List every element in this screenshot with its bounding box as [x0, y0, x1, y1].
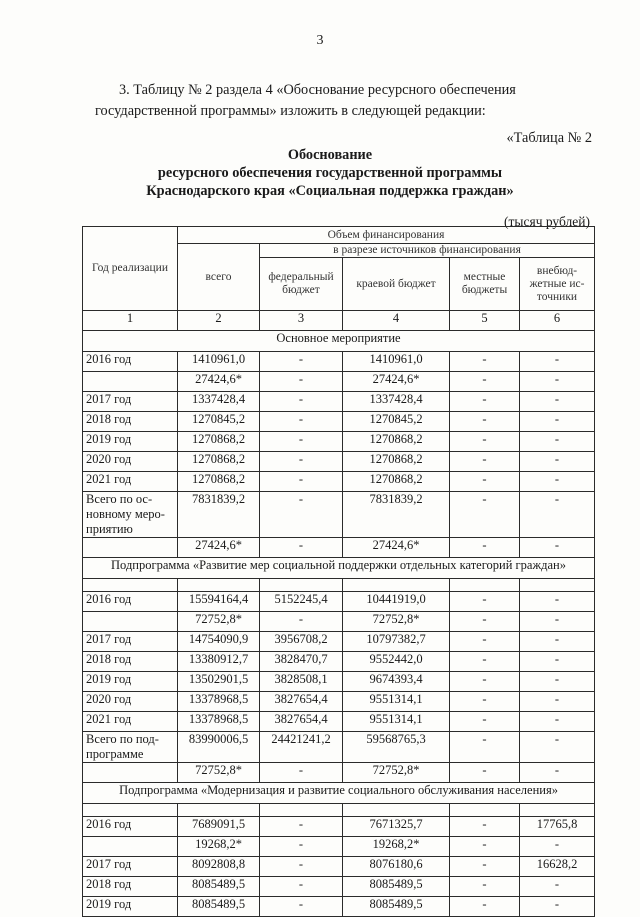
total-value: 27424,6*: [178, 538, 260, 558]
section-title-row: [83, 331, 595, 352]
federal-value: -: [260, 877, 343, 897]
row-label: 2019 год: [83, 672, 178, 692]
spacer-cell: [343, 579, 450, 592]
regional-value: 19268,2*: [343, 837, 450, 857]
header-extra: внебюд-жетные ис-точники: [520, 258, 595, 311]
table-label: «Таблица № 2: [506, 130, 592, 146]
table-row: [83, 452, 595, 472]
header-total: всего: [178, 244, 260, 311]
table-row: [83, 732, 595, 763]
total-value: 1270868,2: [178, 472, 260, 492]
table-row: [83, 857, 595, 877]
federal-value: 3956708,2: [260, 632, 343, 652]
local-value: -: [450, 732, 520, 763]
extra-value: -: [520, 472, 595, 492]
table-row: [83, 352, 595, 372]
section-title: Подпрограмма «Развитие мер социальной поддержки отдельных категорий граждан»: [83, 558, 595, 579]
local-value: -: [450, 857, 520, 877]
extra-value: -: [520, 352, 595, 372]
row-label: 2020 год: [83, 452, 178, 472]
regional-value: 9552442,0: [343, 652, 450, 672]
header-volume: Объем финансирования: [178, 227, 595, 244]
federal-value: 3828470,7: [260, 652, 343, 672]
regional-value: 1270868,2: [343, 472, 450, 492]
section-title: Основное мероприятие: [83, 331, 595, 352]
local-value: -: [450, 632, 520, 652]
federal-value: -: [260, 492, 343, 538]
row-label: [83, 372, 178, 392]
local-value: -: [450, 817, 520, 837]
local-value: -: [450, 538, 520, 558]
local-value: -: [450, 763, 520, 783]
local-value: -: [450, 837, 520, 857]
regional-value: 1270845,2: [343, 412, 450, 432]
spacer-cell: [260, 804, 343, 817]
local-value: -: [450, 392, 520, 412]
regional-value: 10797382,7: [343, 632, 450, 652]
spacer-cell: [343, 804, 450, 817]
local-value: -: [450, 897, 520, 917]
row-label: Всего по под-программе: [83, 732, 178, 763]
heading-line-1: Обоснование: [287, 147, 373, 163]
extra-value: -: [520, 897, 595, 917]
regional-value: 9674393,4: [343, 672, 450, 692]
table-row: [83, 612, 595, 632]
federal-value: -: [260, 538, 343, 558]
spacer-row: [83, 579, 595, 592]
federal-value: 3827654,4: [260, 712, 343, 732]
extra-value: -: [520, 592, 595, 612]
regional-value: 27424,6*: [343, 372, 450, 392]
row-label: 2017 год: [83, 632, 178, 652]
local-value: -: [450, 672, 520, 692]
table-row: [83, 652, 595, 672]
total-value: 8085489,5: [178, 897, 260, 917]
regional-value: 1410961,0: [343, 352, 450, 372]
col-number: 1: [83, 311, 178, 331]
local-value: -: [450, 432, 520, 452]
total-value: 13502901,5: [178, 672, 260, 692]
row-label: 2017 год: [83, 392, 178, 412]
regional-value: 8085489,5: [343, 877, 450, 897]
extra-value: -: [520, 732, 595, 763]
federal-value: -: [260, 897, 343, 917]
table-row: [83, 472, 595, 492]
federal-value: -: [260, 612, 343, 632]
spacer-cell: [83, 804, 178, 817]
federal-value: -: [260, 837, 343, 857]
col-number: 4: [343, 311, 450, 331]
table-row: [83, 897, 595, 917]
total-value: 13378968,5: [178, 692, 260, 712]
heading-line-2: ресурсного обеспечения государственной программы: [157, 165, 503, 181]
regional-value: 7831839,2: [343, 492, 450, 538]
total-value: 1270845,2: [178, 412, 260, 432]
extra-value: -: [520, 492, 595, 538]
regional-value: 27424,6*: [343, 538, 450, 558]
total-value: 1270868,2: [178, 432, 260, 452]
row-label: 2018 год: [83, 877, 178, 897]
spacer-cell: [178, 804, 260, 817]
extra-value: -: [520, 412, 595, 432]
regional-value: 9551314,1: [343, 692, 450, 712]
federal-value: -: [260, 857, 343, 877]
page-number: 3: [316, 33, 324, 48]
regional-value: 7671325,7: [343, 817, 450, 837]
federal-value: -: [260, 817, 343, 837]
extra-value: -: [520, 392, 595, 412]
table-row: [83, 672, 595, 692]
total-value: 1337428,4: [178, 392, 260, 412]
row-label: Всего по ос-новному меро-приятию: [83, 492, 178, 538]
extra-value: -: [520, 372, 595, 392]
regional-value: 1337428,4: [343, 392, 450, 412]
regional-value: 10441919,0: [343, 592, 450, 612]
regional-value: 59568765,3: [343, 732, 450, 763]
col-number: 3: [260, 311, 343, 331]
row-label: 2021 год: [83, 712, 178, 732]
row-label: 2016 год: [83, 592, 178, 612]
column-number-row: [83, 311, 595, 331]
federal-value: 3827654,4: [260, 692, 343, 712]
table-row: [83, 372, 595, 392]
extra-value: -: [520, 692, 595, 712]
regional-value: 72752,8*: [343, 763, 450, 783]
local-value: -: [450, 612, 520, 632]
total-value: 8085489,5: [178, 877, 260, 897]
row-label: 2018 год: [83, 412, 178, 432]
spacer-cell: [260, 579, 343, 592]
table-row: [83, 538, 595, 558]
col-number: 6: [520, 311, 595, 331]
local-value: -: [450, 712, 520, 732]
col-number: 5: [450, 311, 520, 331]
units-note: (тысяч рублей): [504, 214, 590, 229]
section-title: Подпрограмма «Модернизация и развитие социального обслуживания населения»: [83, 783, 595, 804]
local-value: -: [450, 692, 520, 712]
total-value: 7689091,5: [178, 817, 260, 837]
local-value: -: [450, 452, 520, 472]
extra-value: -: [520, 672, 595, 692]
total-value: 27424,6*: [178, 372, 260, 392]
local-value: -: [450, 472, 520, 492]
header-local: местные бюджеты: [450, 258, 520, 311]
table-heading: [0, 146, 640, 200]
intro-paragraph: 3. Таблицу № 2 раздела 4 «Обоснование ресурсного обеспечения государственной программы» изложить в следующей редакции:: [95, 82, 516, 119]
total-value: 1270868,2: [178, 452, 260, 472]
table-row: [83, 392, 595, 412]
local-value: -: [450, 592, 520, 612]
federal-value: -: [260, 392, 343, 412]
total-value: 15594164,4: [178, 592, 260, 612]
extra-value: 17765,8: [520, 817, 595, 837]
extra-value: 16628,2: [520, 857, 595, 877]
total-value: 72752,8*: [178, 763, 260, 783]
table-row: [83, 492, 595, 538]
spacer-cell: [520, 804, 595, 817]
spacer-row: [83, 804, 595, 817]
local-value: -: [450, 352, 520, 372]
extra-value: -: [520, 763, 595, 783]
extra-value: -: [520, 612, 595, 632]
table-row: [83, 712, 595, 732]
table-row: [83, 632, 595, 652]
local-value: -: [450, 492, 520, 538]
row-label: [83, 837, 178, 857]
total-value: 83990006,5: [178, 732, 260, 763]
extra-value: -: [520, 452, 595, 472]
local-value: -: [450, 412, 520, 432]
local-value: -: [450, 652, 520, 672]
federal-value: 24421241,2: [260, 732, 343, 763]
spacer-cell: [83, 579, 178, 592]
total-value: 1410961,0: [178, 352, 260, 372]
header-regional: краевой бюджет: [343, 258, 450, 311]
table-row: [83, 692, 595, 712]
col-number: 2: [178, 311, 260, 331]
spacer-cell: [520, 579, 595, 592]
federal-value: -: [260, 763, 343, 783]
table-row: [83, 877, 595, 897]
row-label: 2018 год: [83, 652, 178, 672]
header-sources: в разрезе источников финансирования: [260, 244, 595, 258]
extra-value: -: [520, 712, 595, 732]
table-row: [83, 432, 595, 452]
heading-line-3: Краснодарского края «Социальная поддержка граждан»: [146, 183, 514, 199]
regional-value: 1270868,2: [343, 432, 450, 452]
table-row: [83, 592, 595, 612]
header-row-1: [83, 227, 595, 244]
federal-value: -: [260, 452, 343, 472]
extra-value: -: [520, 837, 595, 857]
total-value: 13378968,5: [178, 712, 260, 732]
extra-value: -: [520, 432, 595, 452]
local-value: -: [450, 372, 520, 392]
row-label: [83, 612, 178, 632]
extra-value: -: [520, 877, 595, 897]
section-title-row: [83, 558, 595, 579]
federal-value: -: [260, 352, 343, 372]
regional-value: 1270868,2: [343, 452, 450, 472]
regional-value: 9551314,1: [343, 712, 450, 732]
total-value: 72752,8*: [178, 612, 260, 632]
total-value: 8092808,8: [178, 857, 260, 877]
extra-value: -: [520, 632, 595, 652]
financing-table: [82, 226, 595, 917]
extra-value: -: [520, 538, 595, 558]
total-value: 19268,2*: [178, 837, 260, 857]
section-title-row: [83, 783, 595, 804]
row-label: 2019 год: [83, 897, 178, 917]
header-year: Год реализации: [83, 227, 178, 311]
header-federal: федеральный бюджет: [260, 258, 343, 311]
row-label: 2020 год: [83, 692, 178, 712]
spacer-cell: [450, 579, 520, 592]
row-label: 2017 год: [83, 857, 178, 877]
row-label: 2021 год: [83, 472, 178, 492]
table-row: [83, 837, 595, 857]
regional-value: 8076180,6: [343, 857, 450, 877]
row-label: 2016 год: [83, 817, 178, 837]
federal-value: -: [260, 372, 343, 392]
total-value: 13380912,7: [178, 652, 260, 672]
row-label: [83, 538, 178, 558]
spacer-cell: [178, 579, 260, 592]
row-label: 2016 год: [83, 352, 178, 372]
table-row: [83, 817, 595, 837]
row-label: [83, 763, 178, 783]
spacer-cell: [450, 804, 520, 817]
total-value: 7831839,2: [178, 492, 260, 538]
regional-value: 8085489,5: [343, 897, 450, 917]
regional-value: 72752,8*: [343, 612, 450, 632]
local-value: -: [450, 877, 520, 897]
federal-value: -: [260, 472, 343, 492]
table-row: [83, 412, 595, 432]
extra-value: -: [520, 652, 595, 672]
federal-value: 5152245,4: [260, 592, 343, 612]
row-label: 2019 год: [83, 432, 178, 452]
federal-value: -: [260, 432, 343, 452]
federal-value: 3828508,1: [260, 672, 343, 692]
table-row: [83, 763, 595, 783]
total-value: 14754090,9: [178, 632, 260, 652]
federal-value: -: [260, 412, 343, 432]
